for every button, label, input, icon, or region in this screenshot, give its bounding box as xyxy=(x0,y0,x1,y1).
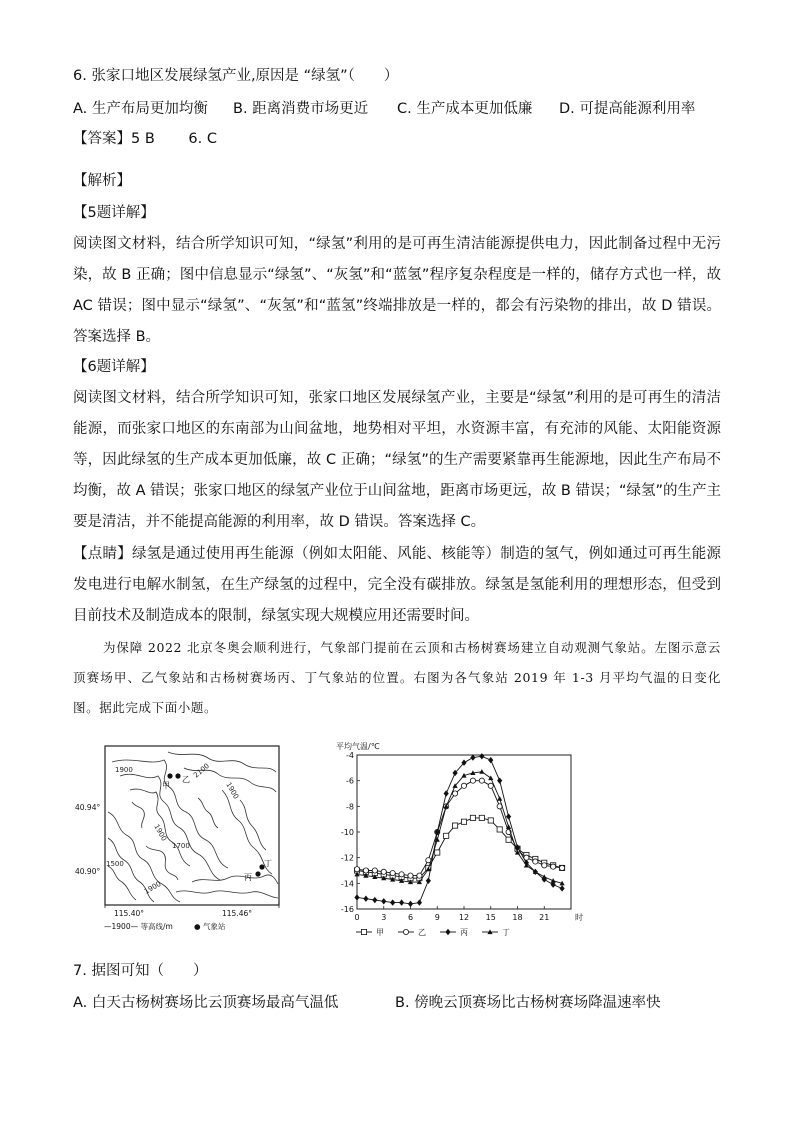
data-point xyxy=(408,873,413,878)
station-dot xyxy=(167,773,172,778)
data-point xyxy=(399,899,404,905)
data-point xyxy=(444,833,449,838)
data-point xyxy=(390,899,395,905)
y-tick-label: -16 xyxy=(340,905,354,914)
dianjing-label: 【点睛】 xyxy=(73,546,132,562)
legend-label: 甲 xyxy=(376,928,384,937)
data-point xyxy=(452,791,457,796)
x-tick-label: 6 xyxy=(407,913,414,922)
question-6-options xyxy=(73,99,721,119)
legend-item xyxy=(440,928,468,937)
y-tick-label: -6 xyxy=(346,776,354,786)
x-tick-label: 0 xyxy=(354,913,360,922)
series-4 xyxy=(354,769,564,885)
data-point xyxy=(506,837,511,842)
series-line xyxy=(357,772,562,884)
data-point xyxy=(363,896,368,902)
option-d: D. 可提高能源利用率 xyxy=(559,101,696,117)
lon-label: 115.40° xyxy=(114,909,144,918)
legend-item xyxy=(482,928,510,937)
data-point xyxy=(488,783,493,788)
lat-label: 40.90° xyxy=(75,867,101,876)
data-point xyxy=(551,864,556,869)
data-point xyxy=(452,823,457,828)
y-axis-title: 平均气温/℃ xyxy=(336,742,380,751)
series-line xyxy=(357,781,562,876)
data-point xyxy=(381,898,386,904)
y-tick-label: -4 xyxy=(346,751,354,760)
option-b: B. 距离消费市场更近 xyxy=(233,101,369,117)
data-point xyxy=(354,867,359,872)
data-point xyxy=(488,776,493,781)
dianjing-text: 绿氢是通过使用再生能源（例如太阳能、风能、核能等）制造的氢气，例如通过可再生能源发电进行电解水制氢，在生产绿氢的过程中，完全没有碳排放。绿氢是氢能利用的理想形态，但受到目前技术及制造成本的限制，绿氢实现大规模应用还需要时间。 xyxy=(73,546,722,624)
contour-label: 1700 xyxy=(172,842,190,850)
data-point xyxy=(506,813,511,819)
legend-contour: —1900— 等高线/m xyxy=(104,922,173,931)
option-c: C. 生产成本更加低廉 xyxy=(397,101,533,117)
data-point xyxy=(479,753,484,759)
option-a: A. 生产布局更加均衡 xyxy=(73,101,208,117)
y-tick-label: -8 xyxy=(346,802,354,812)
data-point xyxy=(542,874,547,879)
data-point xyxy=(426,878,431,884)
analysis-label: 【解析】 xyxy=(73,173,131,189)
data-point xyxy=(488,757,493,763)
lat-label: 40.94° xyxy=(75,803,101,812)
series-line xyxy=(357,756,562,904)
data-point xyxy=(488,818,493,823)
legend-marker xyxy=(403,929,408,934)
data-point xyxy=(479,769,484,774)
data-point xyxy=(354,894,359,900)
data-point xyxy=(435,850,440,855)
x-axis-title: 时 xyxy=(575,913,583,922)
x-tick-label: 15 xyxy=(485,913,496,922)
contour-label: 1900 xyxy=(152,823,169,843)
question-7-stem: 7. 据图可知（ ） xyxy=(73,963,208,979)
y-tick-label: -10 xyxy=(340,828,354,837)
answer-text: 5 B 6. C xyxy=(131,131,217,147)
data-point xyxy=(559,885,564,891)
y-tick-label: -14 xyxy=(340,879,354,889)
q6-detail-text: 阅读图文材料，结合所学知识可知，张家口地区发展绿氢产业，主要是“绿氢”利用的是可再生的清洁能源，而张家口地区的东南部为山间盆地，地势相对平坦，水资源丰富，有充沛的风能、太阳能资源等，因此绿氢的生产成本更加低廉，故 C 正确；“绿氢”的生产需要紧靠再生能源地，因此生产布局不均衡，故 A 错误；张家口地区的绿氢产业位于山间盆地，距离市场更远，故 B 错误；“绿氢”的生产主要是清洁，并不能提高能源的利用率，故 D 错误。答案选择 C。 xyxy=(73,390,721,530)
legend-marker xyxy=(445,929,450,935)
contour-label: 1900 xyxy=(224,781,241,801)
x-tick-label: 9 xyxy=(434,913,440,922)
station-dot xyxy=(175,773,180,778)
contour-map xyxy=(72,742,292,937)
contour-label: 1500 xyxy=(106,860,124,868)
data-point xyxy=(408,901,413,907)
x-tick-label: 12 xyxy=(458,913,470,922)
data-point xyxy=(417,873,422,878)
legend-item xyxy=(398,928,426,937)
contour-label: 2100 xyxy=(192,761,211,780)
dianjing-block xyxy=(73,539,721,632)
legend-item xyxy=(356,928,384,937)
data-point xyxy=(497,827,502,832)
data-point xyxy=(479,778,484,783)
data-point xyxy=(497,777,502,783)
answer-line xyxy=(73,129,217,149)
figure-intro: 为保障 2022 北京冬奥会顺利进行，气象部门提前在云顶和古杨树赛场建立自动观测气象站。左图示意云顶赛场甲、乙气象站和古杨树赛场丙、丁气象站的位置。右图为各气象站 2019 年 1-3 月平均气温的日变化图。据此完成下面小题。 xyxy=(73,640,721,715)
legend-label: 丁 xyxy=(502,928,510,937)
answer-label: 【答案】 xyxy=(73,131,131,147)
station-dot xyxy=(255,871,260,876)
q6-detail-label: 【6题详解】 xyxy=(73,359,155,375)
data-point xyxy=(470,815,475,820)
option-b: B. 傍晚云顶赛场比古杨树赛场降温速率快 xyxy=(395,995,661,1011)
data-point xyxy=(551,878,556,883)
data-point xyxy=(497,796,502,801)
legend-station: ● 气象站 xyxy=(194,922,226,931)
x-tick-label: 3 xyxy=(381,913,387,922)
data-point xyxy=(363,868,368,873)
data-point xyxy=(479,815,484,820)
station-label-ding: 丁 xyxy=(264,859,272,868)
data-point xyxy=(390,870,395,875)
legend-marker xyxy=(361,929,366,934)
q5-detail-label: 【5题详解】 xyxy=(73,205,155,221)
x-tick-label: 18 xyxy=(512,913,523,922)
legend-label: 丙 xyxy=(460,928,468,937)
station-label-jia: 甲 xyxy=(162,781,170,790)
data-point xyxy=(559,865,564,870)
legend-label: 乙 xyxy=(418,928,426,937)
y-tick-label: -12 xyxy=(340,853,354,863)
station-label-bing: 丙 xyxy=(244,873,252,882)
data-point xyxy=(461,819,466,824)
data-point xyxy=(461,783,466,788)
data-point xyxy=(533,859,538,864)
station-label-yi: 乙 xyxy=(182,775,190,784)
data-point xyxy=(372,868,377,873)
data-point xyxy=(372,897,377,903)
chart-svg xyxy=(322,738,588,940)
data-point xyxy=(399,872,404,877)
contour-label: 1900 xyxy=(143,879,163,896)
temperature-chart xyxy=(322,738,588,940)
plot-frame xyxy=(357,755,571,909)
contour-label: 1900 xyxy=(115,766,133,774)
data-point xyxy=(542,863,547,868)
series-2 xyxy=(354,778,564,878)
x-tick-label: 21 xyxy=(539,913,550,922)
option-a: A. 白天古杨树赛场比云顶赛场最高气温低 xyxy=(73,995,339,1011)
data-point xyxy=(470,778,475,783)
lon-label: 115.46° xyxy=(222,909,252,918)
question-6-stem: 6. 张家口地区发展绿氢产业,原因是 “绿氢”（ ） xyxy=(73,68,399,84)
data-point xyxy=(381,869,386,874)
data-point xyxy=(444,790,449,796)
data-point xyxy=(417,899,422,905)
series-3 xyxy=(354,753,564,907)
question-7-options xyxy=(73,993,721,1013)
q5-detail-text: 阅读图文材料，结合所学知识可知，“绿氢”利用的是可再生清洁能源提供电力，因此制备过程中无污染，故 B 正确；图中信息显示“绿氢”、“灰氢”和“蓝氢”程序复杂程度是一样的，储存方式也一样，故 AC 错误；图中显示“绿氢”、“灰氢”和“蓝氢”终端排放是一样的，都会有污染物的排出，故 D 错误。答案选择 B。 xyxy=(73,236,721,345)
